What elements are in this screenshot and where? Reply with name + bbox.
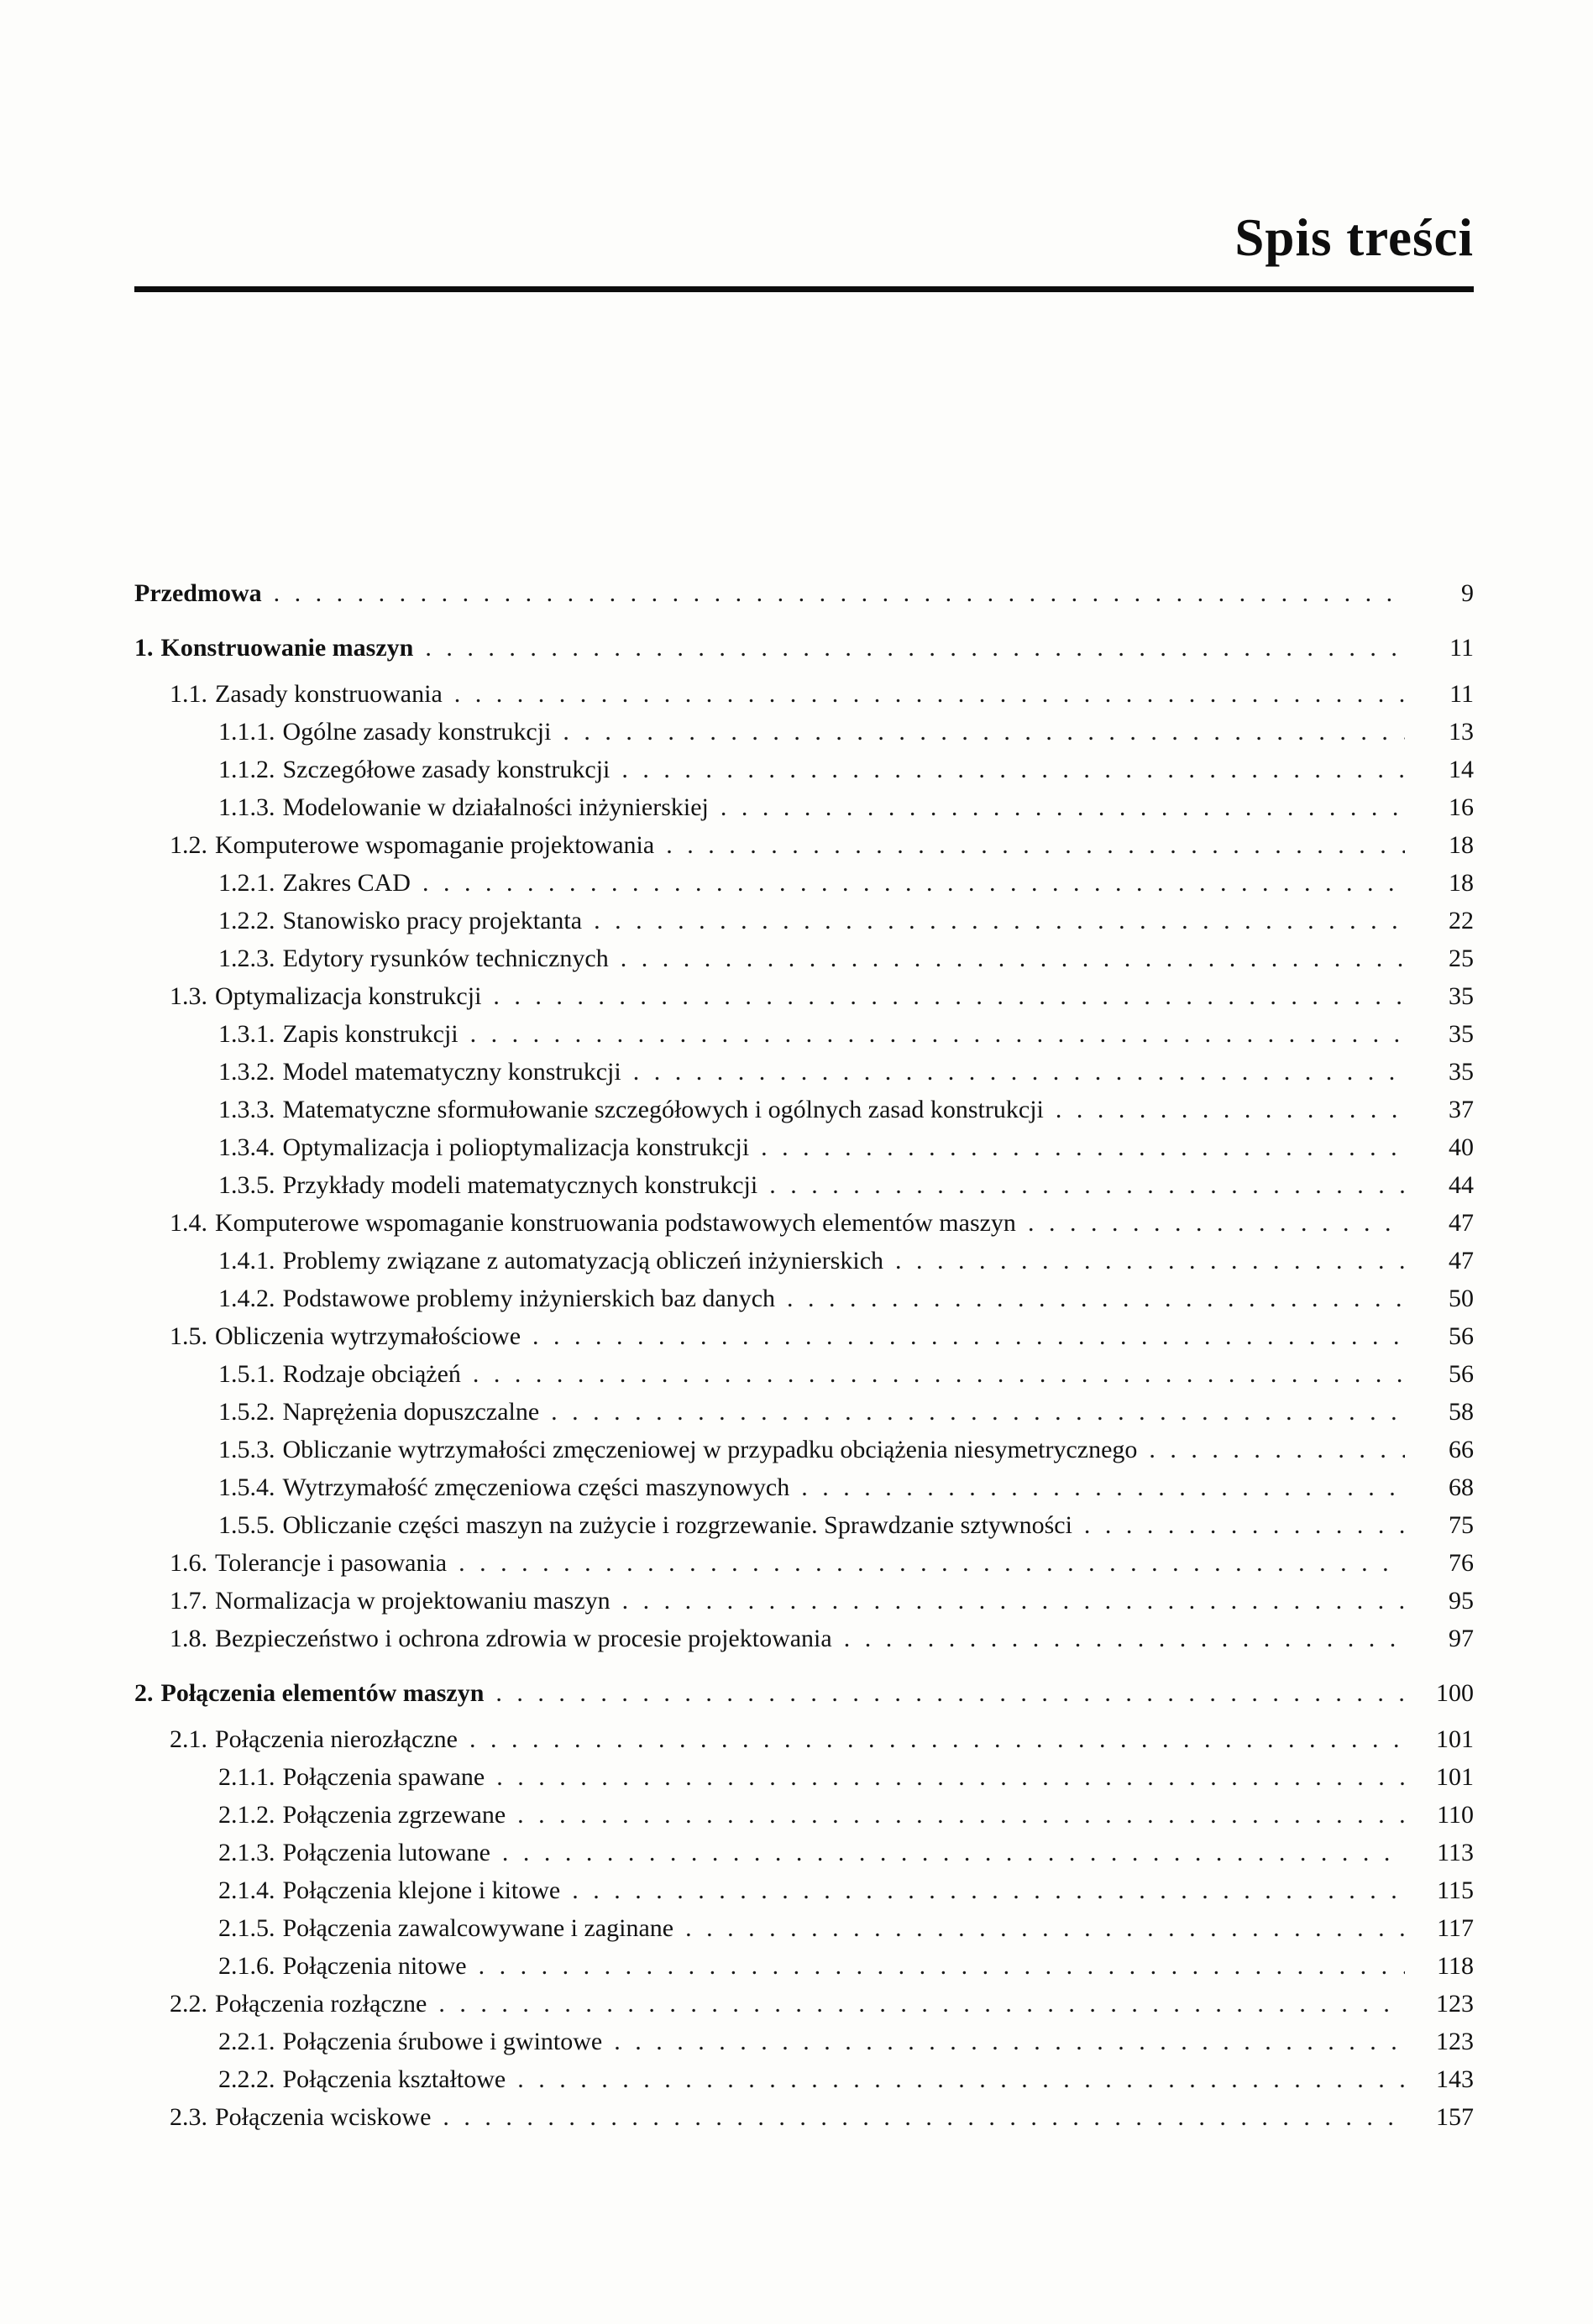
dot-leader [459,1544,1405,1582]
toc-entry-title: Obliczanie części maszyn na zużycie i rozgrzewanie. Sprawdzanie sztywności [282,1511,1072,1539]
toc-entry-page: 117 [1437,1914,1474,1942]
toc-entry-number: 1.1.3. [218,793,275,821]
toc-entry-page: 101 [1436,1763,1474,1791]
toc-row [134,1355,1474,1393]
toc-row [134,2060,1474,2098]
page-title: Spis treści [1234,208,1474,267]
toc-entry-title: Model matematyczny konstrukcji [282,1058,621,1086]
toc-row [134,940,1474,977]
toc-list [134,574,1474,2136]
toc-entry-title: Optymalizacja konstrukcji [215,982,482,1010]
toc-row [134,751,1474,788]
toc-entry-title: Zakres CAD [282,869,411,897]
toc-entry-title: Edytory rysunków technicznych [282,945,609,972]
toc-row [134,1317,1474,1355]
toc-entry-title: Połączenia śrubowe i gwintowe [282,2028,603,2055]
toc-entry-title: Połączenia elementów maszyn [160,1679,485,1707]
toc-entry-number: 1.1. [170,680,207,708]
toc-row [134,1620,1474,1657]
toc-entry-page: 157 [1436,2103,1474,2131]
dot-leader [425,629,1405,667]
toc-entry-page: 56 [1449,1322,1474,1350]
toc-row [134,1166,1474,1204]
toc-entry-title: Obliczanie wytrzymałości zmęczeniowej w przypadku obciążenia niesymetrycznego [282,1436,1138,1463]
toc-row [134,1431,1474,1468]
toc-entry-title: Tolerancje i pasowania [215,1549,448,1577]
dot-leader [551,1393,1405,1431]
toc-entry-title: Połączenia rozłączne [215,1990,427,2018]
toc-entry-title: Zapis konstrukcji [282,1020,459,1048]
toc-entry-page: 101 [1436,1725,1474,1753]
toc-entry-number: 2.1.1. [218,1763,275,1791]
toc-entry-number: 2.1.6. [218,1952,275,1980]
toc-entry-number: 2.2.1. [218,2028,275,2055]
toc-row [134,713,1474,751]
dot-leader [517,2060,1405,2098]
toc-row [134,1280,1474,1317]
toc-row [134,1796,1474,1834]
toc-entry-title: Obliczenia wytrzymałościowe [215,1322,521,1350]
dot-leader [469,1720,1405,1758]
toc-entry-title: Komputerowe wspomaganie konstruowania podstawowych elementów maszyn [215,1209,1016,1237]
toc-entry-title: Stanowisko pracy projektanta [282,907,583,934]
toc-row [134,1947,1474,1985]
dot-leader [517,1796,1405,1834]
toc-entry-page: 97 [1449,1625,1474,1652]
toc-row [134,1053,1474,1091]
toc-entry-page: 37 [1449,1096,1474,1123]
toc-entry-page: 113 [1437,1839,1474,1866]
toc-row [134,1985,1474,2023]
dot-leader [493,977,1405,1015]
toc-entry-page: 118 [1437,1952,1474,1980]
dot-leader [666,826,1405,864]
toc-entry-number: 1.5.2. [218,1398,275,1426]
toc-entry-number: 1.4.2. [218,1285,275,1312]
toc-entry-number: 2.2. [170,1990,207,2018]
toc-entry-page: 110 [1437,1801,1474,1829]
toc-entry-number: 1.5.3. [218,1436,275,1463]
dot-leader [422,864,1405,902]
toc-entry-page: 47 [1449,1247,1474,1275]
toc-entry-title: Przedmowa [134,579,262,607]
toc-entry-title: Podstawowe problemy inżynierskich baz danych [282,1285,776,1312]
dot-leader [532,1317,1405,1355]
toc-entry-title: Wytrzymałość zmęczeniowa części maszynowych [282,1473,790,1501]
toc-entry-number: 1.1.2. [218,756,275,783]
toc-entry-number: 1.3.3. [218,1096,275,1123]
dot-leader [563,713,1405,751]
toc-row [134,788,1474,826]
dot-leader [1028,1204,1405,1242]
toc-entry-title: Zasady konstruowania [215,680,443,708]
toc-entry-title: Komputerowe wspomaganie projektowania [215,831,655,859]
toc-entry-number: 1.5.5. [218,1511,275,1539]
toc-entry-page: 75 [1449,1511,1474,1539]
toc-entry-page: 25 [1449,945,1474,972]
toc-row [134,1242,1474,1280]
toc-entry-title: Rodzaje obciążeń [282,1360,461,1388]
toc-entry-title: Połączenia klejone i kitowe [282,1876,561,1904]
toc-entry-title: Połączenia nierozłączne [215,1725,458,1753]
toc-row [134,1015,1474,1053]
toc-entry-page: 123 [1436,2028,1474,2055]
toc-row [134,1720,1474,1758]
toc-entry-title: Połączenia lutowane [282,1839,490,1866]
dot-leader [895,1242,1405,1280]
toc-row [134,574,1474,612]
dot-leader [594,902,1405,940]
toc-entry-title: Matematyczne sformułowanie szczegółowych i ogólnych zasad konstrukcji [282,1096,1044,1123]
toc-entry-page: 56 [1449,1360,1474,1388]
toc-entry-number: 1.2. [170,831,207,859]
toc-entry-page: 115 [1437,1876,1474,1904]
dot-leader [801,1468,1405,1506]
toc-row [134,1204,1474,1242]
dot-leader [1056,1091,1405,1128]
dot-leader [495,1674,1405,1712]
toc-row [134,2098,1474,2136]
dot-leader [787,1280,1405,1317]
toc-entry-number: 1.1.1. [218,718,275,746]
dot-leader [621,940,1405,977]
toc-entry-number: 1.5.4. [218,1473,275,1501]
toc-entry-number: 1.3.2. [218,1058,275,1086]
toc-entry-page: 35 [1449,1058,1474,1086]
dot-leader [274,574,1405,612]
toc-entry-page: 47 [1449,1209,1474,1237]
toc-entry-number: 2.2.2. [218,2065,275,2093]
toc-row [134,1582,1474,1620]
toc-row [134,1544,1474,1582]
dot-leader [769,1166,1405,1204]
toc-entry-title: Optymalizacja i polioptymalizacja konstrukcji [282,1133,750,1161]
toc-entry-page: 76 [1449,1549,1474,1577]
dot-leader [438,1985,1405,2023]
toc-row [134,1506,1474,1544]
toc-entry-page: 35 [1449,1020,1474,1048]
dot-leader [621,751,1405,788]
dot-leader [502,1834,1405,1871]
toc-entry-number: 2.1. [170,1725,207,1753]
dot-leader [761,1128,1405,1166]
toc-entry-page: 123 [1436,1990,1474,2018]
dot-leader [633,1053,1405,1091]
toc-entry-page: 22 [1449,907,1474,934]
toc-entry-title: Naprężenia dopuszczalne [282,1398,540,1426]
toc-entry-number: 1.4. [170,1209,207,1237]
toc-row [134,1871,1474,1909]
dot-leader [1149,1431,1405,1468]
toc-row [134,1128,1474,1166]
toc-entry-title: Połączenia zawalcowywane i zaginane [282,1914,674,1942]
toc-row [134,902,1474,940]
toc-entry-title: Połączenia kształtowe [282,2065,506,2093]
toc-entry-number: 1.4.1. [218,1247,275,1275]
toc-entry-page: 100 [1436,1679,1474,1707]
toc-entry-number: 1.3.1. [218,1020,275,1048]
dot-leader [454,675,1405,713]
toc-entry-title: Konstruowanie maszyn [160,634,414,662]
toc-entry-page: 68 [1449,1473,1474,1501]
toc-entry-page: 11 [1449,680,1474,708]
dot-leader [614,2023,1405,2060]
toc-entry-page: 35 [1449,982,1474,1010]
toc-entry-page: 58 [1449,1398,1474,1426]
toc-entry-number: 1. [134,634,154,662]
toc-entry-title: Połączenia zgrzewane [282,1801,506,1829]
toc-row [134,1909,1474,1947]
toc-row [134,826,1474,864]
toc-row [134,977,1474,1015]
dot-leader [572,1871,1405,1909]
toc-entry-number: 1.3. [170,982,207,1010]
dot-leader [721,788,1405,826]
toc-entry-page: 14 [1449,756,1474,783]
toc-entry-number: 1.2.1. [218,869,275,897]
toc-row [134,2023,1474,2060]
toc-entry-page: 16 [1449,793,1474,821]
toc-entry-number: 1.3.5. [218,1171,275,1199]
toc-entry-page: 40 [1449,1133,1474,1161]
toc-entry-page: 143 [1436,2065,1474,2093]
dot-leader [1084,1506,1405,1544]
toc-row [134,1393,1474,1431]
toc-entry-title: Modelowanie w działalności inżynierskiej [282,793,709,821]
toc-entry-number: 1.3.4. [218,1133,275,1161]
toc-entry-title: Szczegółowe zasady konstrukcji [282,756,610,783]
toc-entry-number: 1.6. [170,1549,207,1577]
toc-entry-page: 18 [1449,869,1474,897]
toc-entry-number: 2.1.3. [218,1839,275,1866]
toc-entry-title: Ogólne zasady konstrukcji [282,718,552,746]
title-rule [134,286,1474,292]
toc-row [134,1674,1474,1712]
toc-entry-number: 1.5. [170,1322,207,1350]
dot-leader [443,2098,1405,2136]
dot-leader [496,1758,1405,1796]
toc-entry-title: Bezpieczeństwo i ochrona zdrowia w procesie projektowania [215,1625,832,1652]
toc-entry-page: 9 [1461,579,1474,607]
toc-entry-number: 2.1.4. [218,1876,275,1904]
toc-entry-number: 2.3. [170,2103,207,2131]
toc-entry-page: 44 [1449,1171,1474,1199]
toc-entry-page: 95 [1449,1587,1474,1615]
toc-row [134,1091,1474,1128]
toc-entry-title: Przykłady modeli matematycznych konstrukcji [282,1171,758,1199]
toc-entry-number: 1.7. [170,1587,207,1615]
dot-leader [470,1015,1405,1053]
toc-entry-number: 1.2.3. [218,945,275,972]
page-header [134,208,1474,292]
toc-entry-title: Normalizacja w projektowaniu maszyn [215,1587,610,1615]
toc-entry-title: Połączenia wciskowe [215,2103,432,2131]
toc-entry-number: 2.1.2. [218,1801,275,1829]
toc-entry-page: 66 [1449,1436,1474,1463]
toc-row [134,1834,1474,1871]
toc-entry-title: Połączenia spawane [282,1763,485,1791]
dot-leader [622,1582,1405,1620]
toc-entry-page: 50 [1449,1285,1474,1312]
toc-row [134,864,1474,902]
dot-leader [479,1947,1405,1985]
dot-leader [473,1355,1405,1393]
toc-entry-number: 2. [134,1679,154,1707]
toc-entry-page: 18 [1449,831,1474,859]
toc-entry-number: 1.5.1. [218,1360,275,1388]
toc-entry-number: 2.1.5. [218,1914,275,1942]
toc-row [134,1468,1474,1506]
toc-row [134,1758,1474,1796]
dot-leader [685,1909,1405,1947]
dot-leader [844,1620,1405,1657]
toc-entry-title: Problemy związane z automatyzacją obliczeń inżynierskich [282,1247,884,1275]
toc-row [134,629,1474,667]
toc-entry-number: 1.8. [170,1625,207,1652]
toc-entry-page: 13 [1449,718,1474,746]
toc-row [134,675,1474,713]
toc-entry-page: 11 [1449,634,1474,662]
toc-entry-number: 1.2.2. [218,907,275,934]
toc-entry-title: Połączenia nitowe [282,1952,467,1980]
